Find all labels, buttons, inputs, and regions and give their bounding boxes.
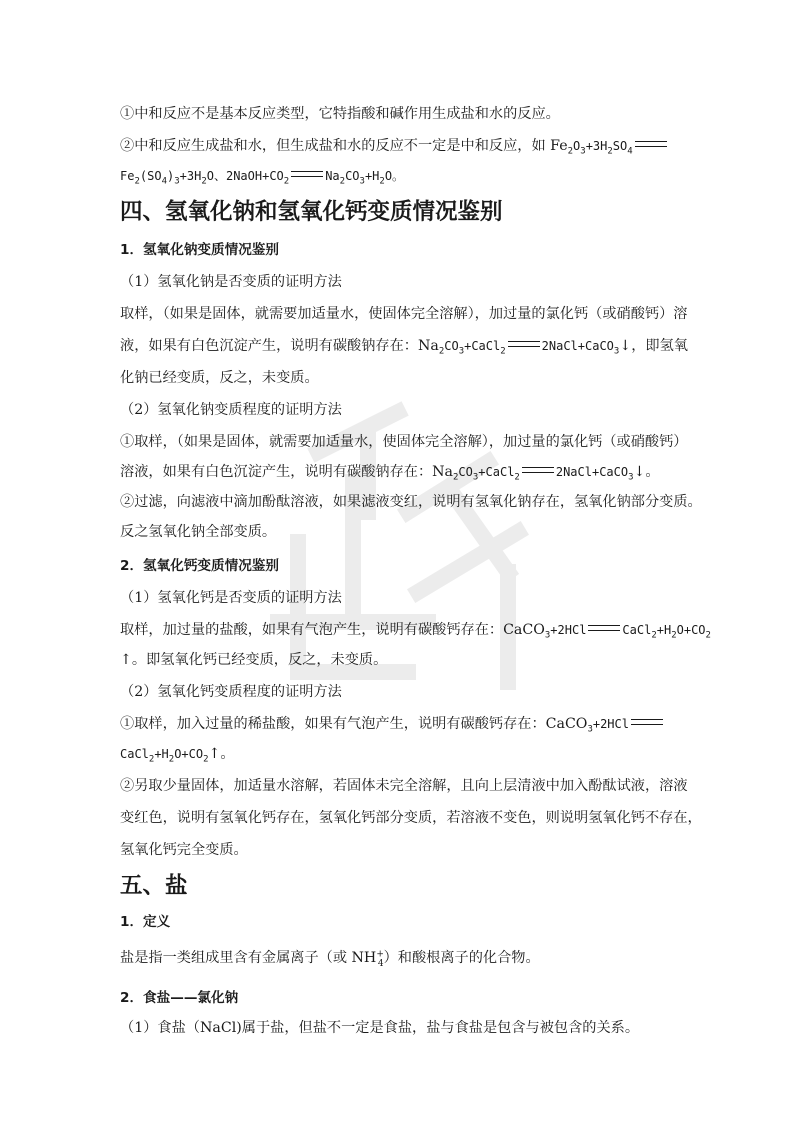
subsection-heading: 2．食盐——氯化钠: [120, 990, 239, 1006]
text-line: （1）氢氧化钠是否变质的证明方法: [120, 274, 342, 290]
text-line: （1）食盐（NaCl)属于盐，但盐不一定是食盐，盐与食盐是包含与被包含的关系。: [120, 1020, 640, 1036]
equals-sign: [522, 467, 554, 473]
text-line: ①中和反应不是基本反应类型，它特指酸和碱作用生成盐和水的反应。: [120, 106, 560, 122]
text-line: 溶液，如果有白色沉淀产生，说明有碳酸钠存在：$Na_2CO_3+CaCl_2$ 2NaCl+CaCO$_3$↓。: [120, 464, 660, 483]
text-line: （2）氢氧化钙变质程度的证明方法: [120, 684, 342, 700]
equals-sign: [631, 719, 663, 725]
text-line: 反之氢氧化钠全部变质。: [120, 524, 277, 540]
text-line: 变红色，说明有氢氧化钙存在，氢氧化钙部分变质，若溶液不变色，则说明氢氧化钙不存在，: [120, 810, 702, 826]
equals-sign: [291, 171, 323, 177]
text-line: $Fe_2(SO_4)_3+3H_2O$、$2NaOH+CO_2$ $Na_2CO_3+H_2O$。: [120, 169, 405, 187]
section-heading: 五、盐: [120, 873, 188, 899]
text-line: （2）氢氧化钠变质程度的证明方法: [120, 402, 342, 418]
subsection-heading: 1．氢氧化钠变质情况鉴别: [120, 242, 279, 258]
equals-sign: [508, 341, 540, 347]
text-line: ↑。即氢氧化钙已经变质，反之，未变质。: [120, 652, 388, 668]
text-line: ①取样，加入过量的稀盐酸，如果有气泡产生，说明有碳酸钙存在：CaCO$_3$+2HCl: [120, 714, 665, 734]
equals-sign: [635, 141, 667, 147]
text-line: $CaCl_2+H_2O+CO_2↑$。: [120, 746, 235, 765]
text-line: 液，如果有白色沉淀产生，说明有碳酸钠存在：$Na_2CO_3+CaCl_2$ 2NaCl+CaCO$_3$↓，即氢氧: [120, 338, 688, 357]
text-line: 取样，加过量的盐酸，如果有气泡产生，说明有碳酸钙存在：CaCO$_3$+2HCl $CaCl_2+H_2O+CO_2$: [120, 622, 711, 641]
text-line: 化钠已经变质，反之，未变质。: [120, 370, 319, 386]
section-heading: 四、氢氧化钠和氢氧化钙变质情况鉴别: [120, 199, 503, 225]
subsection-heading: 2．氢氧化钙变质情况鉴别: [120, 558, 279, 574]
text-line: 取样，（如果是固体，就需要加适量水，使固体完全溶解），加过量的氯化钙（或硝酸钙）溶: [120, 306, 688, 322]
text-line: 氢氧化钙完全变质。: [120, 842, 248, 858]
text-line: ②另取少量固体，加适量水溶解，若固体未完全溶解，且向上层清液中加入酚酞试液，溶液: [120, 778, 688, 794]
text-line: （1）氢氧化钙是否变质的证明方法: [120, 590, 342, 606]
text-line: ①取样，（如果是固体，就需要加适量水，使固体完全溶解），加过量的氯化钙（或硝酸钙）: [120, 434, 688, 450]
text-line: ②过滤，向滤液中滴加酚酞溶液，如果滤液变红，说明有氢氧化钠存在，氢氧化钠部分变质。: [120, 494, 702, 510]
text-line: 盐是指一类组成里含有金属离子（或 $NH^+_4$）和酸根离子的化合物。: [120, 949, 540, 969]
subsection-heading: 1．定义: [120, 914, 171, 930]
text-line: ②中和反应生成盐和水，但生成盐和水的反应不一定是中和反应，如 $Fe_2O_3+3H_2SO_4$: [120, 136, 669, 156]
equals-sign: [588, 625, 620, 631]
